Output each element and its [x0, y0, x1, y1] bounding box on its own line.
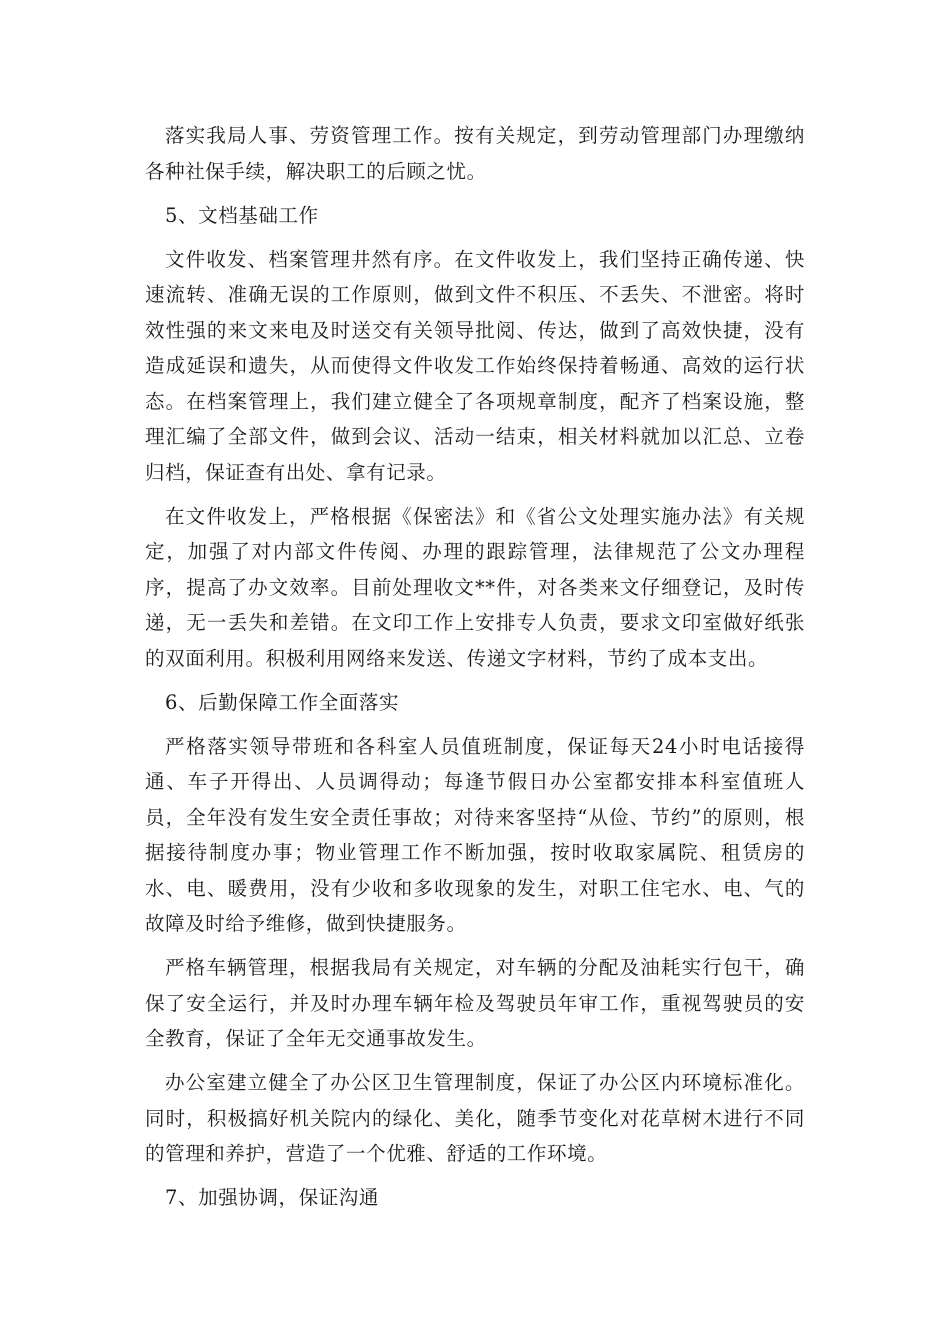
paragraph-duty-logistics: 严格落实领导带班和各科室人员值班制度，保证每天24小时电话接得通、车子开得出、人员调得动；每逢节假日办公室都安排本科室值班人员，全年没有发生安全责任事故；对待来客坚持“从俭、节约”的原则，根据接待制度办事；物业管理工作不断加强，按时收取家属院、租赁房的水、电、暖费用，没有少收和多收现象的发生，对职工住宅水、电、气的故障及时给予维修，做到快捷服务。 [145, 734, 805, 935]
paragraph-personnel: 落实我局人事、劳资管理工作。按有关规定，到劳动管理部门办理缴纳各种社保手续，解决职工的后顾之忧。 [145, 124, 805, 183]
paragraph-vehicle-management: 严格车辆管理，根据我局有关规定，对车辆的分配及油耗实行包干，确保了安全运行，并及时办理车辆年检及驾驶员年审工作，重视驾驶员的安全教育，保证了全年无交通事故发生。 [145, 956, 805, 1050]
section-heading-7: 7、加强协调，保证沟通 [165, 1186, 380, 1209]
section-heading-6: 6、后勤保障工作全面落实 [165, 690, 400, 714]
paragraph-document-archive: 文件收发、档案管理井然有序。在文件收发上，我们坚持正确传递、快速流转、准确无误的工作原则，做到文件不积压、不丢失、不泄密。将时效性强的来文来电及时送交有关领导批阅、传达，做到了高效快捷，没有造成延误和遗失，从而使得文件收发工作始终保持着畅通、高效的运行状态。在档案管理上，我们建立健全了各项规章制度，配齐了档案设施，整理汇编了全部文件，做到会议、活动一结束，相关材料就加以汇总、立卷归档，保证查有出处、拿有记录。 [145, 247, 805, 484]
document-body [145, 118, 805, 1224]
section-heading-5: 5、文档基础工作 [165, 203, 319, 227]
paragraph-document-handling: 在文件收发上，严格根据《保密法》和《省公文处理实施办法》有关规定，加强了对内部文件传阅、办理的跟踪管理，法律规范了公文办理程序，提高了办文效率。目前处理收文**件，对各类来文仔细登记，及时传递，无一丢失和差错。在文印工作上安排专人负责，要求文印室做好纸张的双面利用。积极利用网络来发送、传递文字材料，节约了成本支出。 [145, 504, 805, 670]
paragraph-office-environment: 办公室建立健全了办公区卫生管理制度，保证了办公区内环境标准化。同时，积极搞好机关院内的绿化、美化，随季节变化对花草树木进行不同的管理和养护，营造了一个优雅、舒适的工作环境。 [145, 1071, 805, 1165]
